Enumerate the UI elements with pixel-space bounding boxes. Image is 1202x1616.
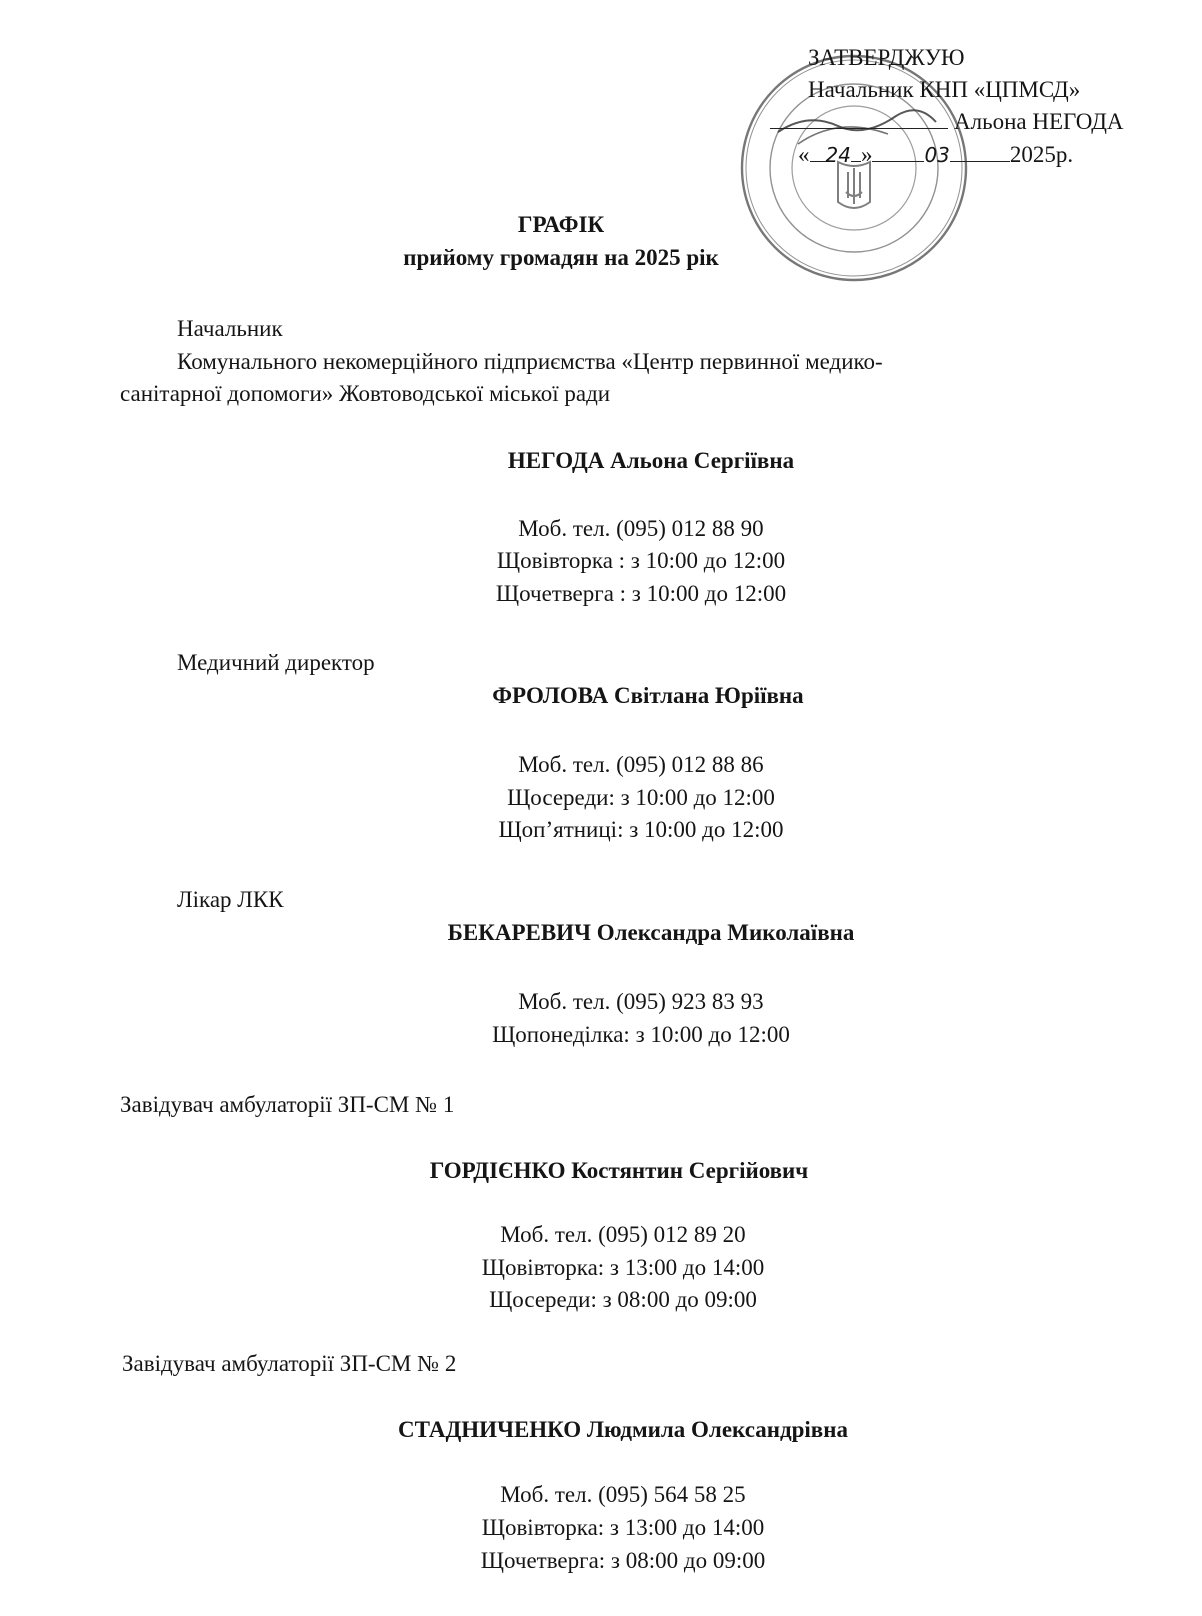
person-schedule-line: Щочетверга : з 10:00 до 12:00: [495, 581, 787, 606]
approval-signatory: Альона НЕГОДА: [954, 109, 1124, 134]
person-phone: Моб. тел. (095) 012 88 90: [518, 516, 764, 541]
person-position: Лікар ЛКК: [177, 887, 284, 912]
person-name: СТАДНИЧЕНКО Людмила Олександрівна: [398, 1417, 848, 1442]
approval-position: Начальник КНП «ЦПМСД»: [808, 77, 1081, 102]
person-name: НЕГОДА Альона Сергіївна: [507, 448, 795, 473]
person-phone: Моб. тел. (095) 564 58 25: [500, 1482, 746, 1507]
institution-name-line1: Комунального некомерційного підприємства «Центр первинної медико-: [177, 349, 883, 374]
institution-name-line2: санітарної допомоги» Жовтоводської міської ради: [120, 381, 611, 406]
person-schedule-line: Щосереди: з 08:00 до 09:00: [489, 1287, 757, 1312]
person-position: Завідувач амбулаторії ЗП-СМ № 2: [122, 1351, 457, 1376]
person-position: Медичний директор: [177, 650, 375, 675]
person-phone: Моб. тел. (095) 923 83 93: [518, 989, 764, 1014]
position-head: Начальник: [177, 316, 283, 341]
approval-signature-line: [770, 110, 948, 133]
person-schedule-line: Щовівторка: з 13:00 до 14:00: [481, 1255, 765, 1280]
person-schedule-line: Щочетверга: з 08:00 до 09:00: [480, 1548, 766, 1573]
approval-word: ЗАТВЕРДЖУЮ: [808, 45, 965, 70]
date-day: 24: [825, 143, 851, 167]
person-position: Завідувач амбулаторії ЗП-СМ № 1: [120, 1092, 455, 1117]
date-open-quote: «: [798, 142, 810, 167]
person-schedule-line: Щовівторка : з 10:00 до 12:00: [496, 548, 786, 573]
person-schedule-line: Щоп’ятниці: з 10:00 до 12:00: [498, 817, 784, 842]
document-title: ГРАФІК: [517, 212, 605, 237]
approval-date: [798, 143, 1073, 166]
document-subtitle: прийому громадян на 2025 рік: [403, 245, 719, 270]
person-schedule-line: Щопонеділка: з 10:00 до 12:00: [492, 1022, 790, 1047]
date-year: 2025р.: [1009, 142, 1074, 167]
person-name: БЕКАРЕВИЧ Олександра Миколаївна: [447, 920, 855, 945]
person-name: ГОРДІЄНКО Костянтин Сергійович: [429, 1158, 809, 1183]
person-schedule-line: Щосереди: з 10:00 до 12:00: [507, 785, 775, 810]
person-phone: Моб. тел. (095) 012 88 86: [518, 752, 764, 777]
signature-line: [770, 127, 948, 129]
person-name: ФРОЛОВА Світлана Юріївна: [492, 683, 804, 708]
person-schedule-line: Щовівторка: з 13:00 до 14:00: [481, 1515, 765, 1540]
date-close-quote: »: [860, 142, 873, 167]
person-phone: Моб. тел. (095) 012 89 20: [500, 1222, 746, 1247]
date-month: 03: [924, 143, 950, 167]
trident-icon: [838, 162, 870, 208]
